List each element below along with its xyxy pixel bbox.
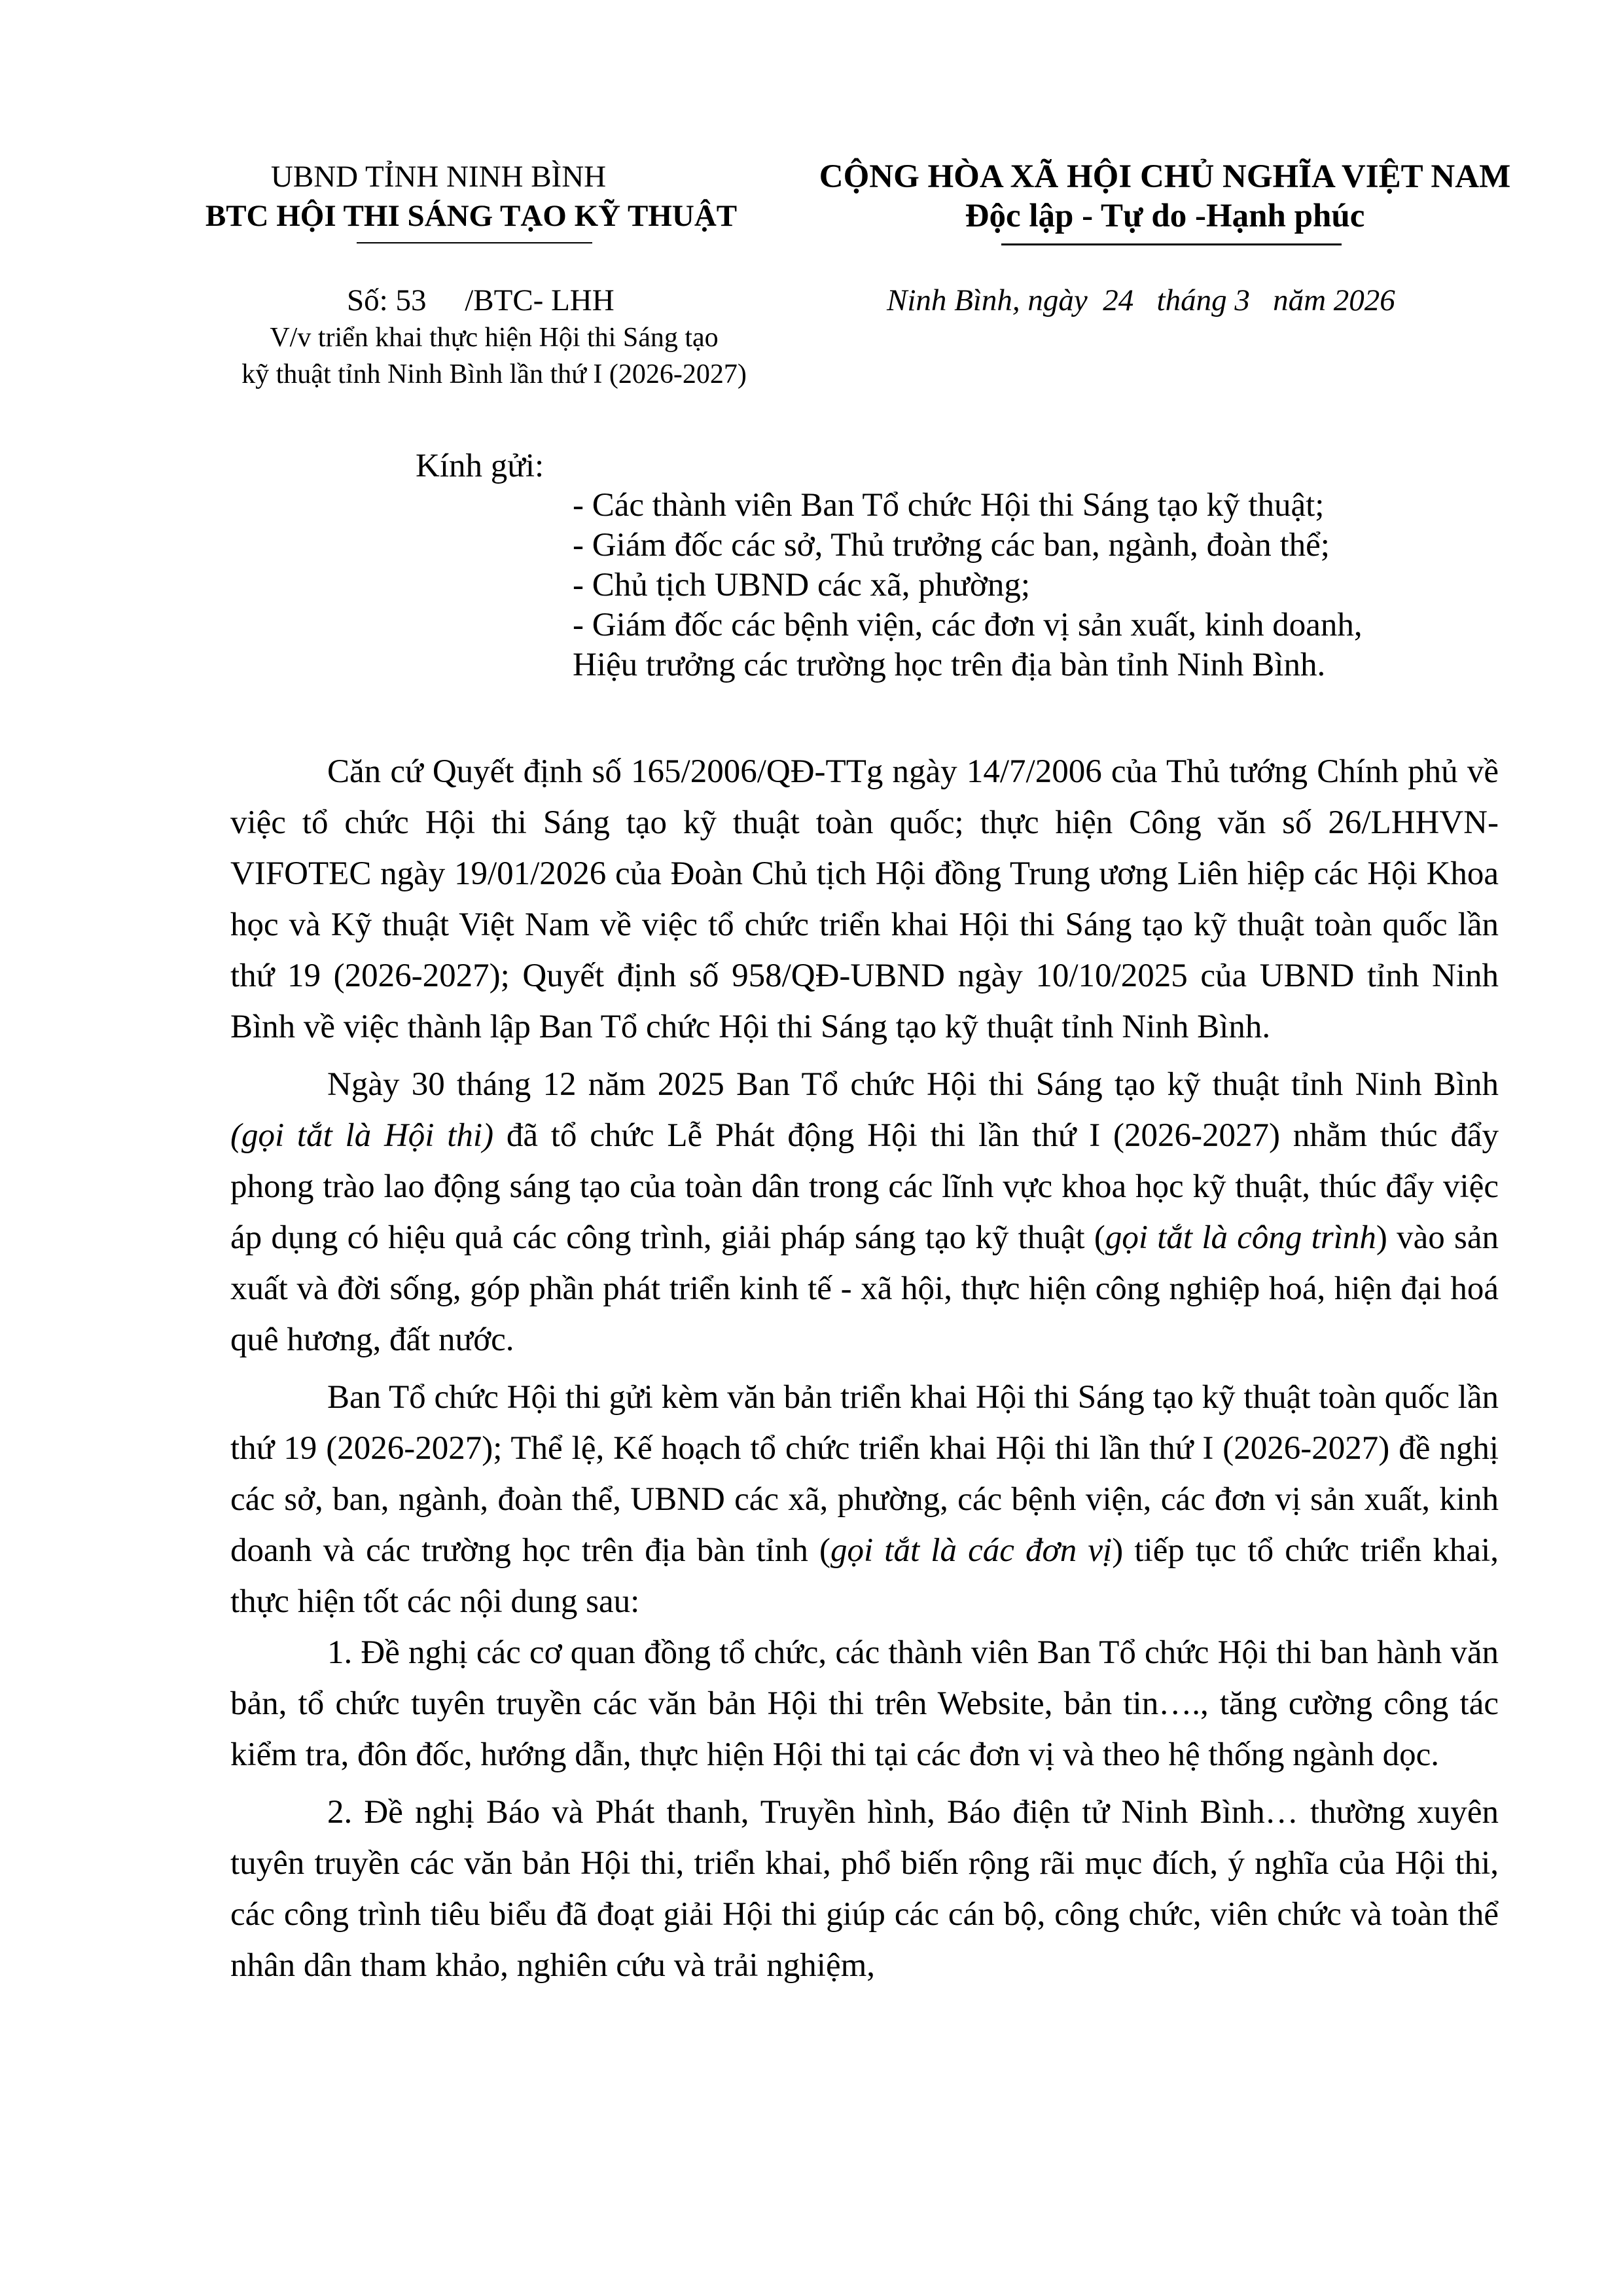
recipient-item: - Giám đốc các bệnh viện, các đơn vị sản xuất, kinh doanh,: [573, 607, 1363, 643]
salutation: Kính gửi:: [416, 448, 544, 484]
text-span: ) tiếp tục tổ chức triển khai, thực hiện tốt các nội dung sau:: [230, 1532, 1499, 1620]
recipient-item: - Giám đốc các sở, Thủ trưởng các ban, ngành, đoàn thể;: [573, 527, 1330, 564]
agency-name-line1: UBND TỈNH NINH BÌNH: [270, 160, 607, 194]
document-subject: [183, 319, 805, 393]
paragraph-attachments: [230, 1372, 1499, 1627]
paragraph-launch-event: [230, 1059, 1499, 1365]
document-number: Số: 53 /BTC- LHH: [347, 283, 615, 317]
agency-underline: [357, 242, 592, 243]
national-motto: Độc lập - Tự do -Hạnh phúc: [965, 198, 1365, 234]
subject-line-2: kỹ thuật tỉnh Ninh Bình lần thứ I (2026-2027): [241, 359, 747, 389]
text-span: ) vào sản xuất và đời sống, góp phần phát triển kinh tế - xã hội, thực hiện công nghiệp hoá, hiện đại hoá quê hương, đất nước.: [230, 1219, 1499, 1358]
agency-name-line2: BTC HỘI THI SÁNG TẠO KỸ THUẬT: [205, 199, 738, 233]
text-span: Ngày 30 tháng 12 năm 2025 Ban Tổ chức Hội thi Sáng tạo kỹ thuật tỉnh Ninh Bình: [327, 1066, 1499, 1103]
recipient-item: - Chủ tịch UBND các xã, phường;: [573, 567, 1031, 603]
recipient-item: Hiệu trưởng các trường học trên địa bàn tỉnh Ninh Bình.: [573, 647, 1326, 683]
paragraph-item-1: 1. Đề nghị các cơ quan đồng tổ chức, các thành viên Ban Tổ chức Hội thi ban hành văn bản, tổ chức tuyên truyền các văn bản Hội thi trên Website, bản tin…., tăng cường công tác kiểm tra, đôn đốc, hướng dẫn, thực hiện Hội thi tại các đơn vị và theo hệ thống ngành dọc.: [230, 1634, 1499, 1773]
subject-line-1: V/v triển khai thực hiện Hội thi Sáng tạo: [270, 323, 719, 353]
place-and-date: Ninh Bình, ngày 24 tháng 3 năm 2026: [887, 283, 1395, 317]
motto-underline: [1001, 243, 1342, 245]
italic-span: gọi tắt là các đơn vị: [830, 1532, 1113, 1569]
national-title: CỘNG HÒA XÃ HỘI CHỦ NGHĨA VIỆT NAM: [819, 158, 1511, 195]
italic-span: gọi tắt là công trình: [1105, 1219, 1376, 1256]
paragraph-legal-basis: Căn cứ Quyết định số 165/2006/QĐ-TTg ngày 14/7/2006 của Thủ tướng Chính phủ về việc tổ chức Hội thi Sáng tạo kỹ thuật toàn quốc; thực hiện Công văn số 26/LHHVN-VIFOTEC ngày 19/01/2026 của Đoàn Chủ tịch Hội đồng Trung ương Liên hiệp các Hội Khoa học và Kỹ thuật Việt Nam về việc tổ chức triển khai Hội thi Sáng tạo kỹ thuật toàn quốc lần thứ 19 (2026-2027); Quyết định số 958/QĐ-UBND ngày 10/10/2025 của UBND tỉnh Ninh Bình về việc thành lập Ban Tổ chức Hội thi Sáng tạo kỹ thuật tỉnh Ninh Bình.: [230, 753, 1499, 1045]
italic-span: (gọi tắt là Hội thi): [230, 1117, 494, 1154]
recipient-list: [573, 486, 1554, 685]
recipient-item: - Các thành viên Ban Tổ chức Hội thi Sáng tạo kỹ thuật;: [573, 487, 1325, 524]
letter-body: [230, 746, 1499, 1998]
paragraph-item-2: 2. Đề nghị Báo và Phát thanh, Truyền hình, Báo điện tử Ninh Bình… thường xuyên tuyên truyền các văn bản Hội thi, triển khai, phổ biến rộng rãi mục đích, ý nghĩa của Hội thi, các công trình tiêu biểu đã đoạt giải Hội thi giúp các cán bộ, công chức, viên chức và toàn thể nhân dân tham khảo, nghiên cứu và trải nghiệm,: [230, 1794, 1499, 1984]
text-span: đã tổ chức Lễ Phát động Hội thi lần thứ I (2026-2027) nhằm thúc đẩy phong trào lao động sáng tạo của toàn dân trong các lĩnh vực khoa học kỹ thuật, thúc đẩy việc áp dụng có hiệu quả các công trình, giải pháp sáng tạo kỹ thuật (: [230, 1117, 1499, 1256]
text-span: Ban Tổ chức Hội thi gửi kèm văn bản triển khai Hội thi Sáng tạo kỹ thuật toàn quốc lần thứ 19 (2026-2027); Thể lệ, Kế hoạch tổ chức triển khai Hội thi lần thứ I (2026-2027) đề nghị các sở, ban, ngành, đoàn thể, UBND các xã, phường, các bệnh viện, các đơn vị sản xuất, kinh doanh và các trường học trên địa bàn tỉnh (: [230, 1379, 1499, 1569]
